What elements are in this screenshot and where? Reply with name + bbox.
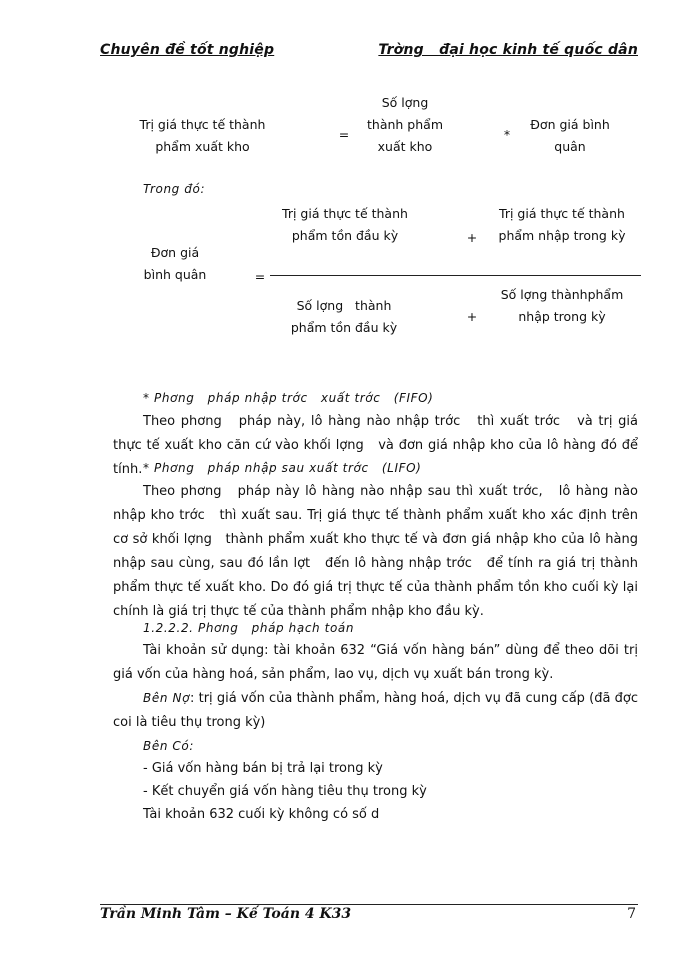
account-intro-paragraph: Tài khoản sử dụng: tài khoản 632 “Giá vốn hàng bán” dùng để theo dõi trị giá vốn của hàng hoá, sản phẩm, lao vụ, dịch vụ xuất bán trong kỳ. [113, 643, 638, 682]
ben-co-item: - Giá vốn hàng bán bị trả lại trong kỳ [143, 761, 383, 776]
footer-rule [100, 904, 638, 905]
lifo-paragraph: Theo phơng pháp này lô hàng nào nhập sau thì xuất trớc, lô hàng nào nhập kho trớc thì xuất sau. Trị giá thực tế thành phẩm xuất kho xác định trên cơ sở khối lợng thành phẩm xuất kho thực tế và đơn giá nhập kho của lô hàng nhập sau cùng, sau đó lần lợt đến lô hàng nhập trớc để tính ra giá trị thành phẩm thực tế xuất kho. Do đó giá trị thực tế của thành phẩm tồn kho cuối kỳ lại chính là giá trị thực tế của thành phẩm nhập kho đầu kỳ. [113, 484, 643, 619]
page-number: 7 [627, 906, 636, 922]
formula1-unit-price: Đơn giá bình quân [530, 117, 610, 154]
ben-co-item: - Kết chuyển giá vốn hàng tiêu thụ trong kỳ [143, 784, 427, 799]
formula2-numerator-plus: + [466, 230, 478, 245]
lifo-heading: * Phơng pháp nhập sau xuất trớc (LIFO) [143, 461, 422, 475]
section-heading: 1.2.2.2. Phơng pháp hạch toán [143, 621, 355, 635]
footer-author: Trần Minh Tâm – Kế Toán 4 K33 [100, 906, 352, 922]
formula2-denominator-a: Số lợng thành phẩm tồn đầu kỳ [290, 298, 398, 335]
formula1-quantity: Số lợng thành phẩm xuất kho [367, 95, 447, 154]
header-right: Trờng đại học kinh tế quốc dân [378, 42, 638, 58]
formula2-lhs: Đơn giá bình quân [143, 245, 207, 282]
fifo-paragraph: Theo phơng pháp này, lô hàng nào nhập trớc thì xuất trớc và trị giá thực tế xuất kho căn cứ vào khối lợng và đơn giá nhập kho của lô hàng đó để tính. [113, 414, 643, 477]
header-left: Chuyên đề tốt nghiệp [100, 42, 275, 58]
trong-do-label: Trong đó: [143, 182, 206, 196]
fifo-heading: * Phơng pháp nhập trớc xuất trớc (FIFO) [143, 391, 434, 405]
formula2-numerator-a: Trị giá thực tế thành phẩm tồn đầu kỳ [282, 206, 408, 243]
ben-no-paragraph [113, 686, 651, 735]
formula2-numerator-b: Trị giá thực tế thành phẩm nhập trong kỳ [498, 206, 626, 243]
formula2-denominator-b: Số lợng thànhphẩm nhập trong kỳ [500, 287, 624, 324]
formula1-multiply: * [503, 127, 511, 142]
formula2-equals: = [254, 269, 266, 284]
formula1-equals: = [338, 127, 350, 142]
fraction-bar [270, 275, 641, 276]
ben-co-label: Bên Có: [143, 739, 194, 753]
closing-line: Tài khoản 632 cuối kỳ không có số d [143, 807, 380, 822]
ben-no-label: Bên Nợ [143, 691, 191, 705]
formula1-lhs: Trị giá thực tế thành phẩm xuất kho [139, 117, 266, 154]
ben-no-text: : trị giá vốn của thành phẩm, hàng hoá, dịch vụ đã cung cấp (đã đợc coi là tiêu thụ trong kỳ) [113, 691, 651, 730]
formula2-denominator-plus: + [466, 309, 478, 324]
